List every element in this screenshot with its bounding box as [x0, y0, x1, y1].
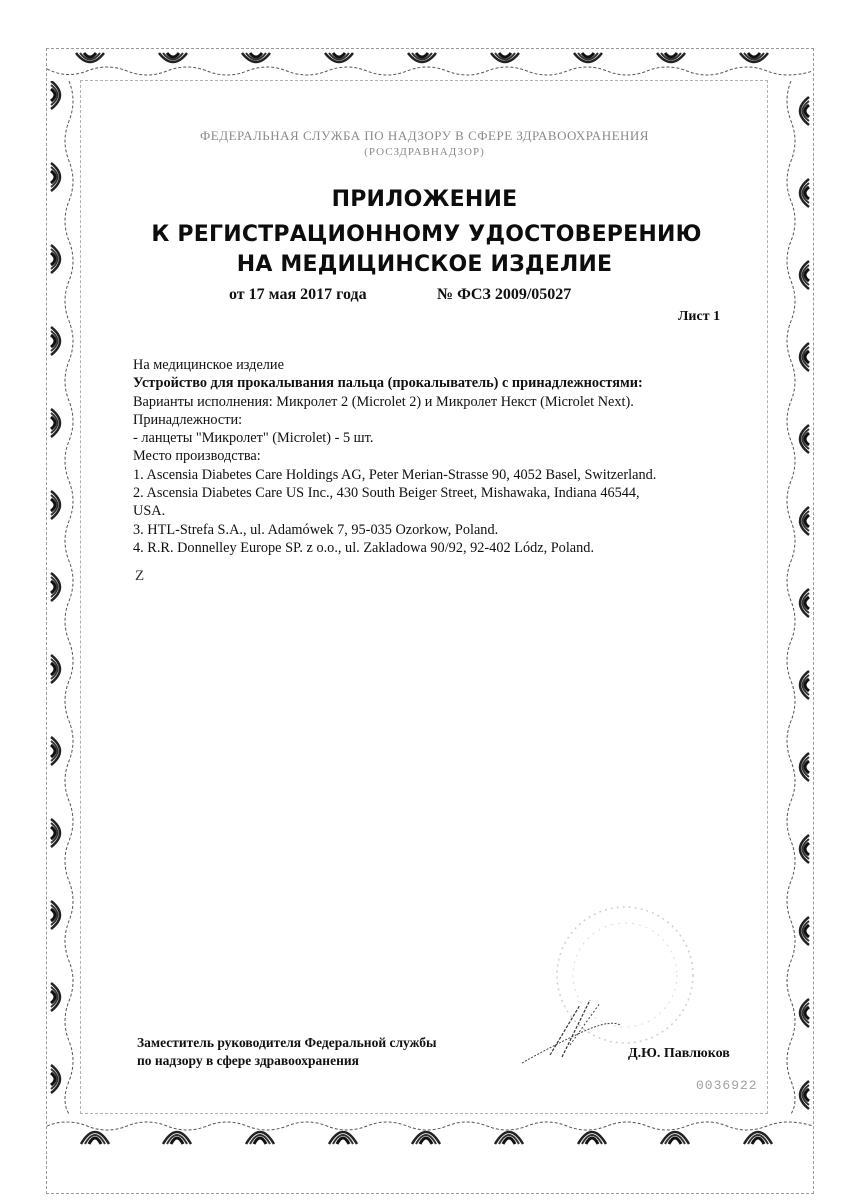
production-site: 3. HTL-Strefa S.A., ul. Adamówek 7, 95-035 Ozorkow, Poland. — [133, 521, 499, 538]
agency-abbreviation: (РОСЗДРАВНАДЗОР) — [364, 146, 485, 158]
production-site-continued: USA. — [133, 503, 166, 520]
production-site: 4. R.R. Donnelley Europe SP. z o.o., ul. Zakladowa 90/92, 92-402 Lódz, Poland. — [133, 539, 595, 556]
signer-title-line1: Заместитель руководителя Федеральной службы — [137, 1035, 437, 1050]
border-ornament-top — [47, 49, 813, 81]
accessories-label: Принадлежности: — [133, 411, 243, 428]
signature — [520, 985, 630, 1070]
signer-title — [137, 1034, 437, 1070]
intro-text: На медицинское изделие — [133, 357, 284, 373]
device-variants: Варианты исполнения: Микролет 2 (Microlet 2) и Микролет Некст (Microlet Next). — [133, 393, 634, 410]
document-subtitle-line2: НА МЕДИЦИНСКОЕ ИЗДЕЛИЕ — [236, 252, 613, 277]
issue-date: от 17 мая 2017 года — [229, 286, 367, 303]
end-of-text-mark: Z — [135, 568, 145, 584]
production-label: Место производства: — [133, 448, 261, 465]
device-name: Устройство для прокалывания пальца (прокалыватель) с принадлежностями: — [133, 375, 643, 392]
form-serial-number: 0036922 — [696, 1078, 758, 1093]
accessory-item: - ланцеты "Микролет" (Microlet) - 5 шт. — [133, 430, 374, 447]
production-site: 2. Ascensia Diabetes Care US Inc., 430 South Beiger Street, Mishawaka, Indiana 46544, — [133, 485, 640, 502]
signer-title-line2: по надзору в сфере здравоохранения — [137, 1053, 359, 1068]
sheet-number: Лист 1 — [678, 309, 721, 324]
production-site: 1. Ascensia Diabetes Care Holdings AG, Peter Merian-Strasse 90, 4052 Basel, Switzerland. — [133, 466, 657, 483]
signer-name: Д.Ю. Павлюков — [628, 1046, 730, 1061]
document-body — [133, 356, 753, 557]
agency-name: ФЕДЕРАЛЬНАЯ СЛУЖБА ПО НАДЗОРУ В СФЕРЕ ЗДРАВООХРАНЕНИЯ — [200, 128, 649, 143]
certificate-number: № ФСЗ 2009/05027 — [437, 286, 572, 303]
document-title: ПРИЛОЖЕНИЕ — [331, 187, 518, 212]
border-ornament-bottom — [47, 1114, 813, 1154]
document-subtitle-line1: К РЕГИСТРАЦИОННОМУ УДОСТОВЕРЕНИЮ — [151, 222, 702, 247]
